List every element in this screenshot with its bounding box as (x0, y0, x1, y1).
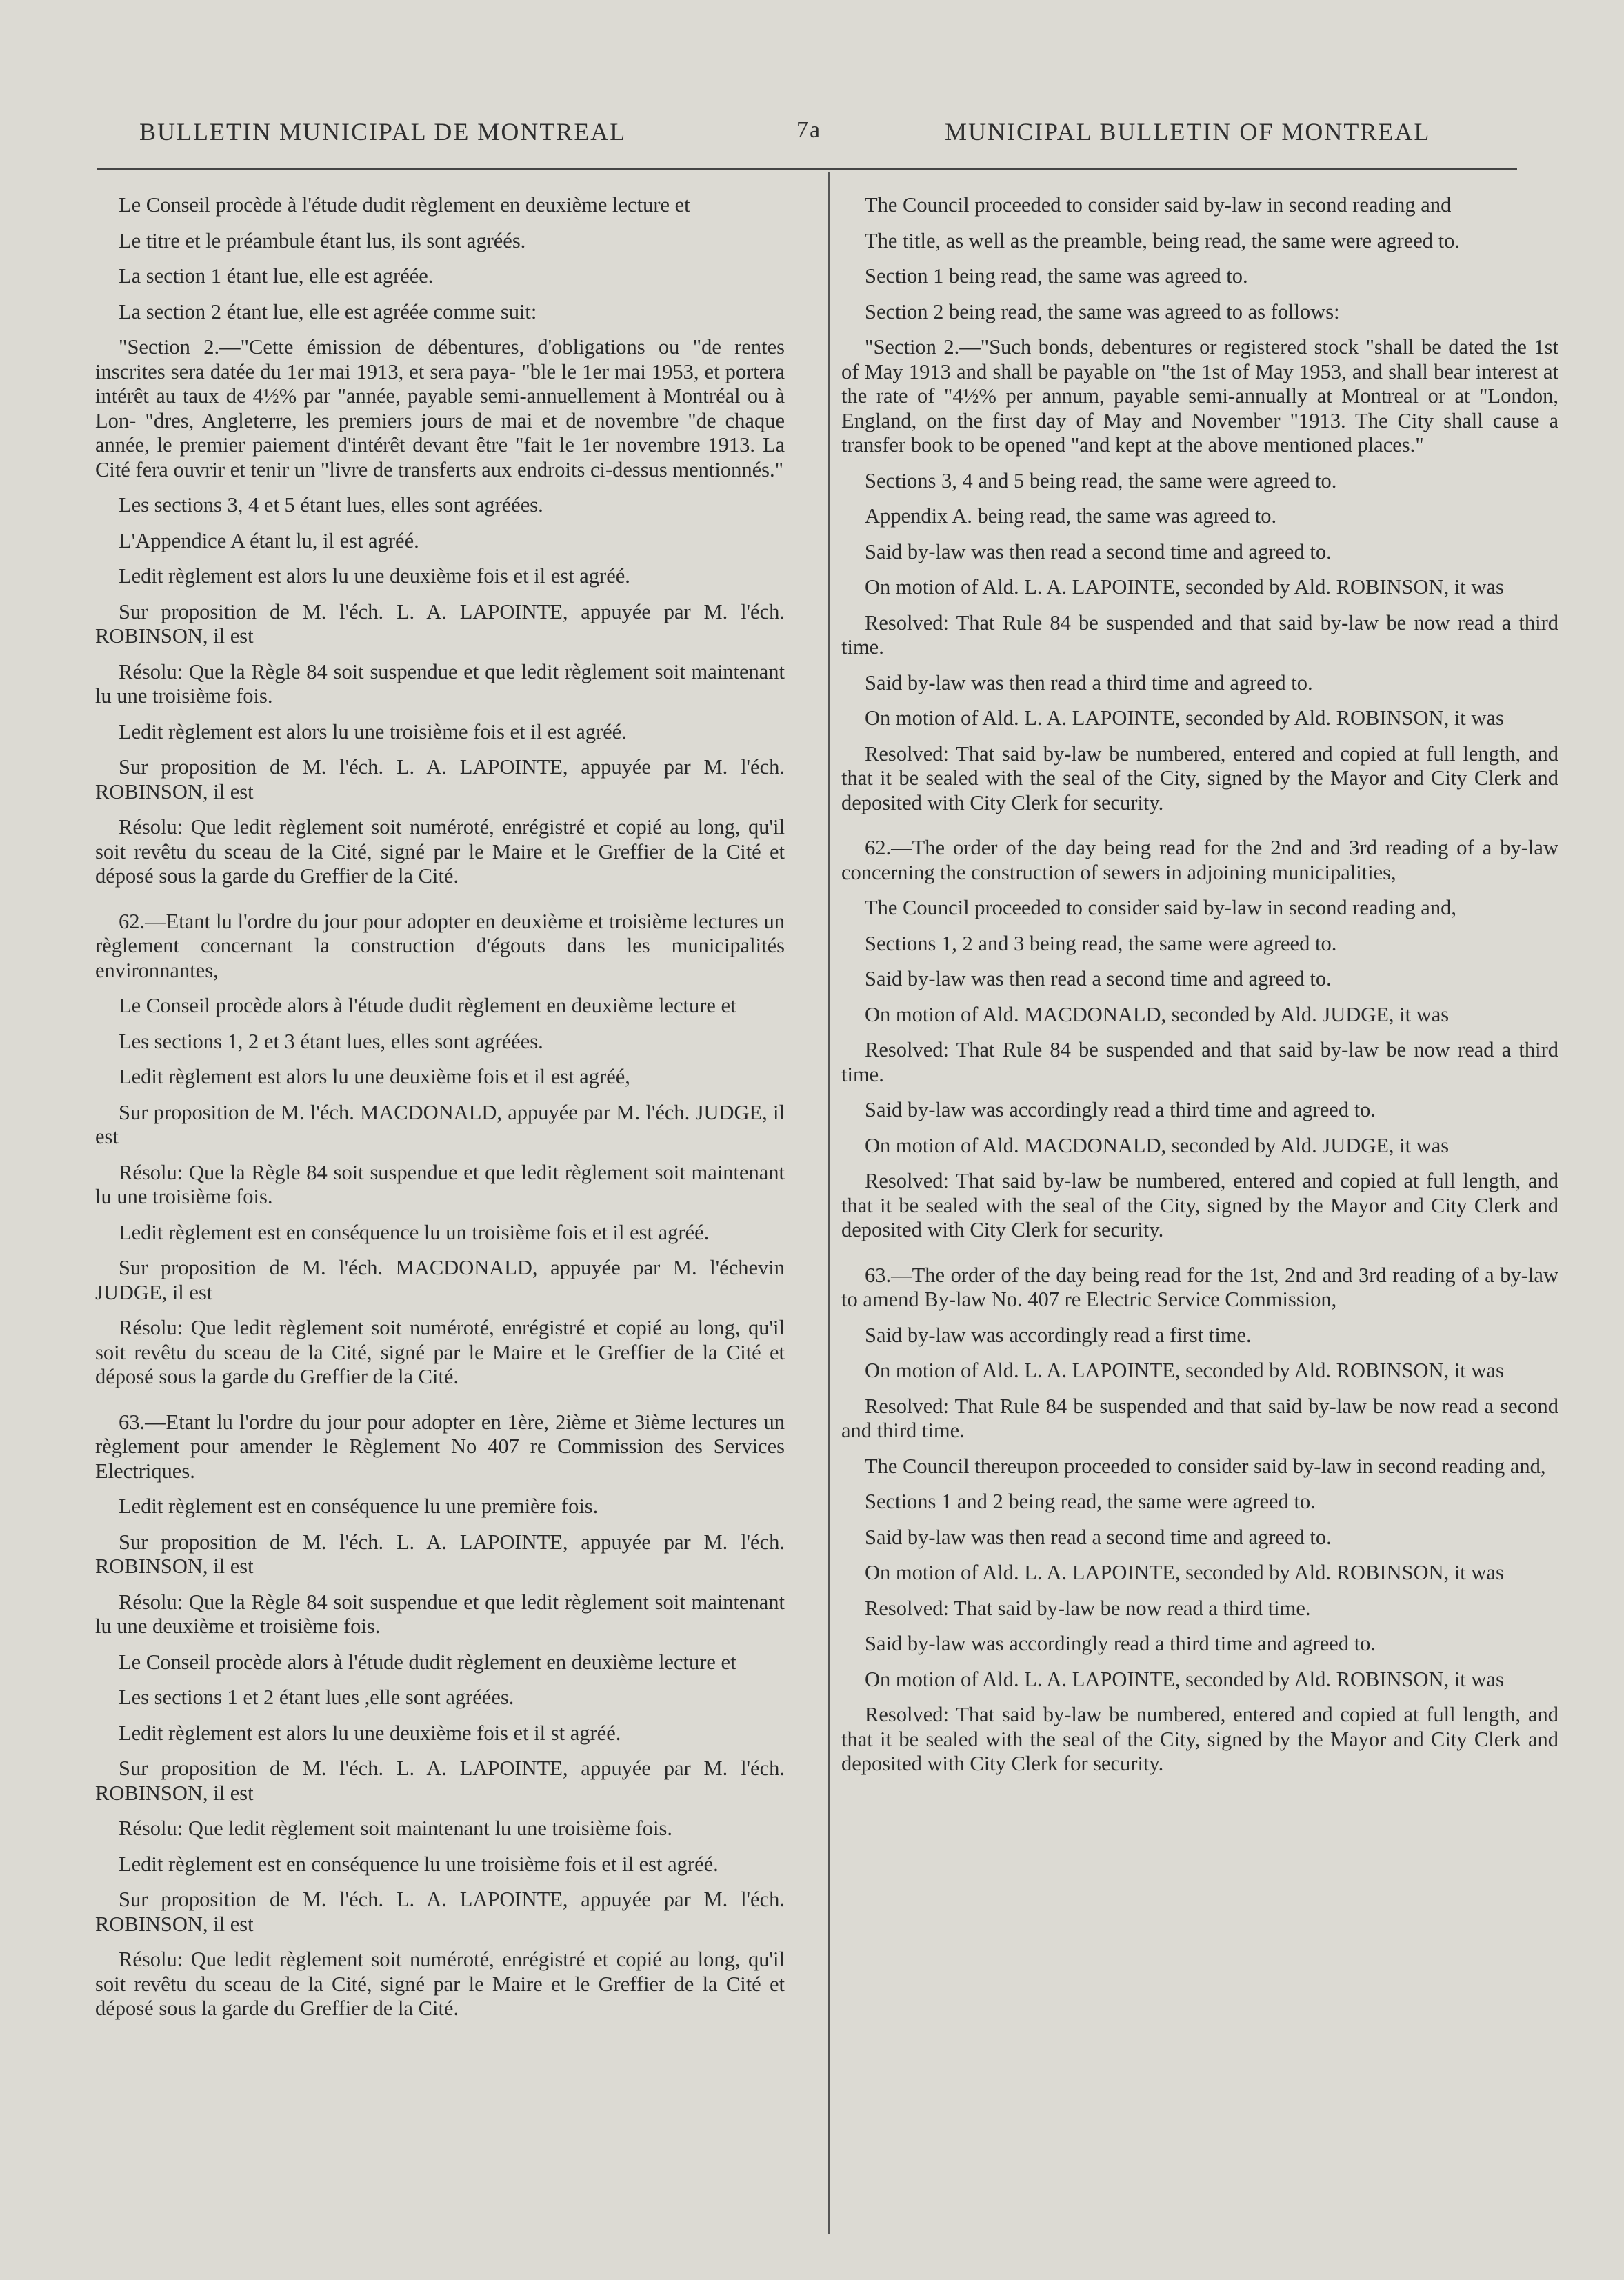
paragraph: On motion of Ald. L. A. LAPOINTE, seconded by Ald. ROBINSON, it was (865, 1667, 1504, 1691)
paragraph: Ledit règlement est alors lu une deuxième fois et il est agréé, (119, 1065, 630, 1088)
paragraph: Résolu: Que ledit règlement soit numéroté, enrégistré et copié au long, qu'il soit revêtu du sceau de la Cité, signé par le Maire et le Greffier de la Cité et déposé sous la garde du Greffier de la Cité. (95, 815, 785, 888)
paragraph: Sur proposition de M. l'éch. L. A. LAPOINTE, appuyée par M. l'éch. ROBINSON, il est (95, 599, 785, 648)
french-column (95, 193, 785, 2032)
paragraph: The Council proceeded to consider said by-law in second reading and (865, 193, 1452, 217)
paragraph: The Council proceeded to consider said by-law in second reading and, (865, 896, 1456, 919)
paragraph: Sections 1, 2 and 3 being read, the same were agreed to. (865, 931, 1337, 955)
paragraph: Resolved: That said by-law be now read a third time. (865, 1596, 1311, 1620)
paragraph: Resolved: That said by-law be numbered, entered and copied at full length, and that it be sealed with the seal of the City, signed by the Mayor and City Clerk and deposited with City Clerk for security. (841, 1703, 1558, 1775)
paragraph: Ledit règlement est en conséquence lu un troisième fois et il est agréé. (119, 1220, 710, 1244)
paragraph: On motion of Ald. L. A. LAPOINTE, seconded by Ald. ROBINSON, it was (865, 706, 1504, 730)
paragraph: Les sections 1 et 2 étant lues ,elle sont agréées. (119, 1686, 514, 1709)
paragraph: "Section 2.—"Such bonds, debentures or registered stock "shall be dated the 1st of May 1913 and shall be payable on "the 1st of May 1953, and shall bear interest at the rate of "4½% per annum, payable semi-annually at Montreal or at "London, England, on the first day of May and November "1913. The City shall cause a transfer book to be opened "and kept at the above mentioned places." (841, 335, 1558, 457)
paragraph: Le titre et le préambule étant lus, ils sont agréés. (119, 228, 526, 252)
paragraph: Résolu: Que la Règle 84 soit suspendue et que ledit règlement soit maintenant lu une deuxième et troisième fois. (95, 1590, 785, 1638)
paragraph: Sur proposition de M. l'éch. L. A. LAPOINTE, appuyée par M. l'éch. ROBINSON, il est (95, 1757, 785, 1805)
paragraph: On motion of Ald. L. A. LAPOINTE, seconded by Ald. ROBINSON, it was (865, 1359, 1504, 1382)
header-french-title: BULLETIN MUNICIPAL DE MONTREAL (139, 118, 627, 146)
paragraph: Sur proposition de M. l'éch. L. A. LAPOINTE, appuyée par M. l'éch. ROBINSON, il est (95, 1530, 785, 1578)
page-number: 7a (796, 117, 822, 143)
paragraph: Les sections 3, 4 et 5 étant lues, elles sont agréées. (119, 493, 543, 517)
page-header (97, 117, 1527, 159)
paragraph: Le Conseil procède alors à l'étude dudit règlement en deuxième lecture et (119, 1650, 736, 1674)
paragraph: 63.—The order of the day being read for the 1st, 2nd and 3rd reading of a by-law to amend By-law No. 407 re Electric Service Commission, (841, 1263, 1558, 1311)
paragraph: Sur proposition de M. l'éch. L. A. LAPOINTE, appuyée par M. l'éch. ROBINSON, il est (95, 1888, 785, 1936)
english-column (841, 193, 1558, 1788)
paragraph: Ledit règlement est alors lu une deuxième fois et il st agréé. (119, 1721, 621, 1745)
header-rule (97, 168, 1517, 170)
paragraph: Résolu: Que la Règle 84 soit suspendue et que ledit règlement soit maintenant lu une troisième fois. (95, 1160, 785, 1208)
paragraph: L'Appendice A étant lu, il est agréé. (119, 528, 419, 552)
paragraph: On motion of Ald. MACDONALD, seconded by Ald. JUDGE, it was (865, 1002, 1450, 1026)
column-divider (828, 172, 830, 2234)
paragraph: Said by-law was accordingly read a third time and agreed to. (865, 1632, 1376, 1655)
paragraph: "Section 2.—"Cette émission de débentures, d'obligations ou "de rentes inscrites sera datée du 1er mai 1913, et sera paya- "ble le 1er mai 1953, et portera intérêt au taux de 4½% par "année, payable semi-annuellement à Montréal ou à Lon- "dres, Angleterre, les premiers jours de mai et de novembre "de chaque année, le premier paiement d'intérêt devant être "fait le 1er novembre 1913. La Cité fera ouvrir et tenir un "livre de transferts aux endroits ci-dessus mentionnés." (95, 335, 785, 481)
paragraph: Section 2 being read, the same was agreed to as follows: (865, 299, 1340, 323)
paragraph: Sur proposition de M. l'éch. L. A. LAPOINTE, appuyée par M. l'éch. ROBINSON, il est (95, 755, 785, 803)
paragraph: On motion of Ald. MACDONALD, seconded by Ald. JUDGE, it was (865, 1133, 1450, 1157)
paragraph: Résolu: Que ledit règlement soit numéroté, enrégistré et copié au long, qu'il soit revêtu du sceau de la Cité, signé par le Maire et le Greffier de la Cité et déposé sous la garde du Greffier de la Cité. (95, 1316, 785, 1388)
paragraph: Resolved: That Rule 84 be suspended and that said by-law be now read a third time. (841, 610, 1558, 659)
paragraph: Said by-law was accordingly read a first time. (865, 1323, 1252, 1347)
paragraph: Section 1 being read, the same was agreed to. (865, 264, 1248, 288)
paragraph: 63.—Etant lu l'ordre du jour pour adopter en 1ère, 2ième et 3ième lectures un règlement pour amender le Règlement No 407 re Commission des Services Electriques. (95, 1410, 785, 1483)
paragraph: 62.—Etant lu l'ordre du jour pour adopter en deuxième et troisième lectures un règlement concernant la construction d'égouts dans les municipalités environnantes, (95, 909, 785, 982)
paragraph: Résolu: Que ledit règlement soit numéroté, enrégistré et copié au long, qu'il soit revêtu du sceau de la Cité, signé par le Maire et le Greffier de la Cité et déposé sous la garde du Greffier de la Cité. (95, 1948, 785, 2020)
paragraph: Resolved: That Rule 84 be suspended and that said by-law be now read a second and third time. (841, 1394, 1558, 1442)
paragraph: On motion of Ald. L. A. LAPOINTE, seconded by Ald. ROBINSON, it was (865, 575, 1504, 599)
paragraph: Résolu: Que ledit règlement soit maintenant lu une troisième fois. (119, 1817, 672, 1840)
paragraph: Sur proposition de M. l'éch. MACDONALD, appuyée par M. l'éch. JUDGE, il est (95, 1100, 785, 1148)
paragraph: Ledit règlement est en conséquence lu une troisième fois et il est agréé. (119, 1852, 719, 1876)
paragraph: Ledit règlement est en conséquence lu une première fois. (119, 1494, 599, 1518)
paragraph: Resolved: That Rule 84 be suspended and that said by-law be now read a third time. (841, 1038, 1558, 1086)
paragraph: Said by-law was accordingly read a third time and agreed to. (865, 1098, 1376, 1121)
paragraph: The title, as well as the preamble, being read, the same were agreed to. (865, 228, 1460, 252)
paragraph: Le Conseil procède alors à l'étude dudit règlement en deuxième lecture et (119, 994, 736, 1017)
paragraph: Sur proposition de M. l'éch. MACDONALD, appuyée par M. l'échevin JUDGE, il est (95, 1256, 785, 1304)
paragraph: Sections 3, 4 and 5 being read, the same were agreed to. (865, 468, 1337, 492)
paragraph: On motion of Ald. L. A. LAPOINTE, seconded by Ald. ROBINSON, it was (865, 1561, 1504, 1584)
paragraph: Said by-law was then read a third time and agreed to. (865, 670, 1313, 694)
paragraph: Resolved: That said by-law be numbered, entered and copied at full length, and that it be sealed with the seal of the City, signed by the Mayor and City Clerk and deposited with City Clerk for security. (841, 1169, 1558, 1241)
paragraph: Said by-law was then read a second time and agreed to. (865, 539, 1332, 563)
paragraph: Said by-law was then read a second time and agreed to. (865, 1525, 1332, 1549)
paragraph: Resolved: That said by-law be numbered, entered and copied at full length, and that it be sealed with the seal of the City, signed by the Mayor and City Clerk and deposited with City Clerk for security. (841, 741, 1558, 814)
paragraph: 62.—The order of the day being read for the 2nd and 3rd reading of a by-law concerning the construction of sewers in adjoining municipalities, (841, 836, 1558, 884)
paragraph: Résolu: Que la Règle 84 soit suspendue et que ledit règlement soit maintenant lu une troisième fois. (95, 659, 785, 708)
paragraph: The Council thereupon proceeded to consider said by-law in second reading and, (865, 1454, 1546, 1478)
paragraph: La section 1 étant lue, elle est agréée. (119, 264, 434, 288)
paragraph: Ledit règlement est alors lu une deuxième fois et il est agréé. (119, 564, 630, 588)
paragraph: Les sections 1, 2 et 3 étant lues, elles sont agréées. (119, 1029, 543, 1053)
paragraph: La section 2 étant lue, elle est agréée comme suit: (119, 299, 537, 323)
paragraph: Sections 1 and 2 being read, the same were agreed to. (865, 1490, 1316, 1513)
header-english-title: MUNICIPAL BULLETIN OF MONTREAL (945, 118, 1431, 146)
paragraph: Le Conseil procède à l'étude dudit règlement en deuxième lecture et (119, 193, 690, 217)
paragraph: Ledit règlement est alors lu une troisième fois et il est agréé. (119, 719, 627, 743)
paragraph: Said by-law was then read a second time and agreed to. (865, 967, 1332, 990)
paragraph: Appendix A. being read, the same was agreed to. (865, 504, 1277, 528)
